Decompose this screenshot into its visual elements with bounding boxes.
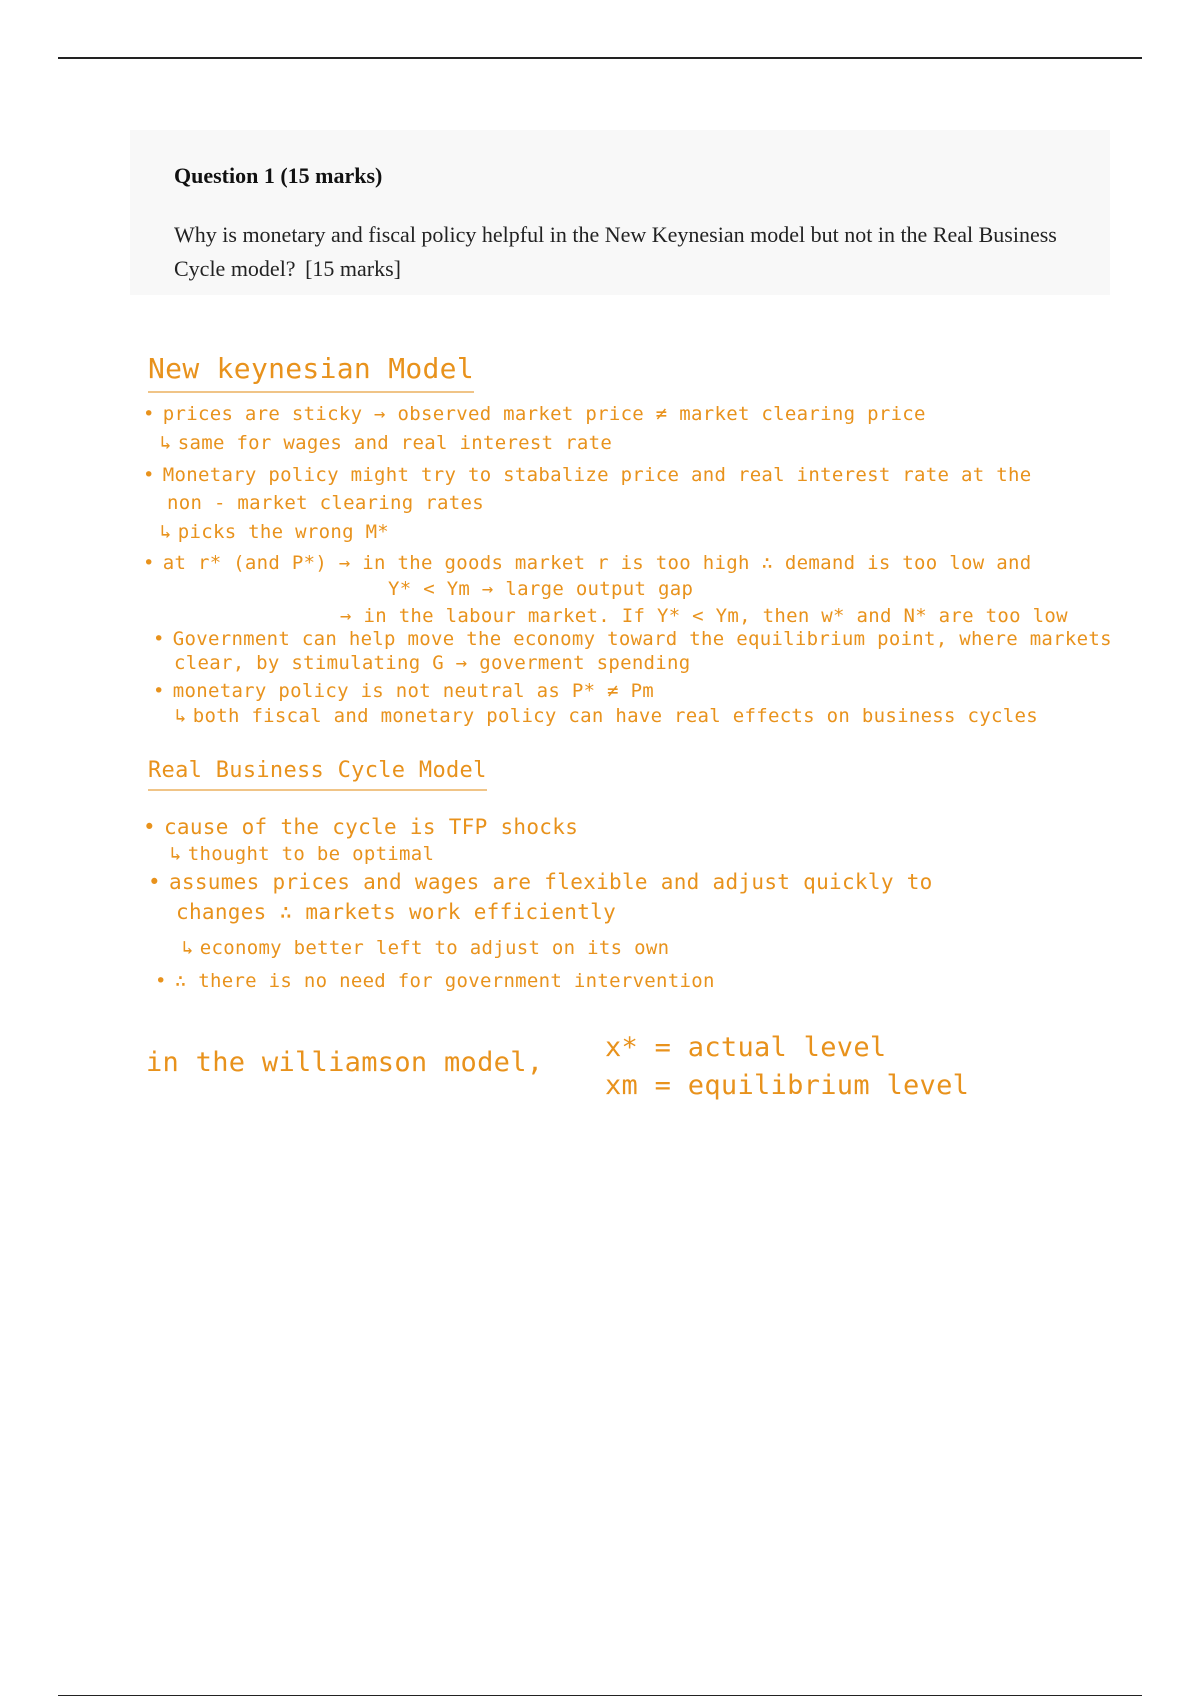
nk-heading: New keynesian Model — [148, 352, 474, 393]
nk-line: → in the labour market. If Y* < Ym, then w* and N* are too low — [340, 605, 1068, 627]
rbc-line: ↳ thought to be optimal — [170, 843, 434, 865]
rbc-line: • ∴ there is no need for government intervention — [155, 970, 715, 992]
question-title: Question 1 (15 marks) — [174, 163, 383, 188]
rbc-line: changes ∴ markets work efficiently — [176, 900, 617, 924]
nk-line: • Monetary policy might try to stabalize price and real interest rate at the — [143, 464, 1031, 486]
williamson-intro: in the williamson model, — [146, 1047, 544, 1078]
question-marks: [15 marks] — [305, 256, 401, 281]
nk-line: ↳ same for wages and real interest rate — [160, 432, 612, 454]
nk-line: • Government can help move the economy toward the equilibrium point, where markets — [153, 628, 1112, 650]
rbc-heading: Real Business Cycle Model — [148, 758, 487, 791]
nk-line: clear, by stimulating G → goverment spending — [174, 652, 691, 674]
nk-line: ↳ picks the wrong M* — [160, 521, 389, 543]
nk-line: • at r* (and P*) → in the goods market r is too high ∴ demand is too low and — [143, 552, 1031, 574]
rbc-line: ↳ economy better left to adjust on its own — [182, 937, 669, 959]
nk-line: non - market clearing rates — [167, 492, 484, 514]
question-text — [174, 218, 1104, 286]
top-rule — [58, 57, 1142, 59]
nk-line: Y* < Ym → large output gap — [388, 578, 694, 600]
williamson-def-equilibrium: xm = equilibrium level — [605, 1070, 970, 1101]
williamson-def-actual: x* = actual level — [605, 1032, 887, 1063]
rbc-line: • cause of the cycle is TFP shocks — [143, 815, 578, 839]
nk-line: • prices are sticky → observed market price ≠ market clearing price — [143, 403, 926, 425]
question-body: Why is monetary and fiscal policy helpful in the New Keynesian model but not in the Real Business Cycle model? — [174, 222, 1057, 281]
nk-line: ↳ both fiscal and monetary policy can have real effects on business cycles — [175, 705, 1038, 727]
bottom-rule — [58, 1695, 1142, 1696]
nk-line: • monetary policy is not neutral as P* ≠ Pm — [153, 680, 654, 702]
rbc-line: • assumes prices and wages are flexible and adjust quickly to — [148, 870, 933, 894]
